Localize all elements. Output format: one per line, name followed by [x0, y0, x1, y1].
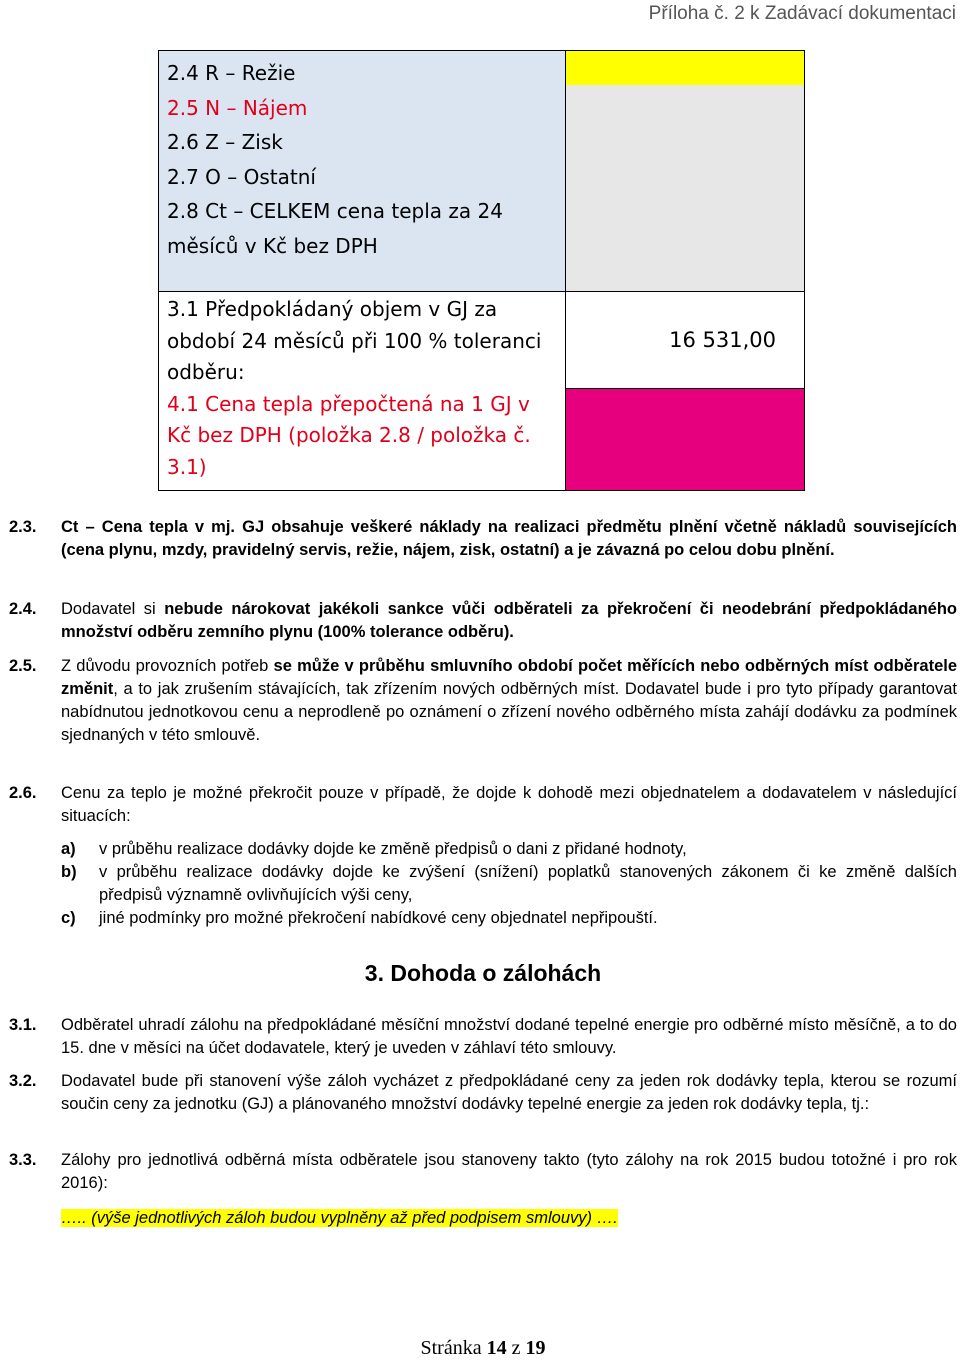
item-celkem-line2: měsíců v Kč bez DPH — [167, 233, 378, 258]
list-text: v průběhu realizace dodávky dojde ke zvýšení (snížení) poplatků stanovených zákonem či ke změně dalších předpisů významně ovlivňujících výši ceny, — [99, 863, 957, 904]
price-line3: 3.1) — [167, 454, 207, 479]
para-2-5-text-a: Z důvodu provozních potřeb — [61, 657, 274, 675]
section-title: 3. Dohoda o zálohách — [364, 960, 602, 986]
para-2-4-text-a: Dodavatel si — [61, 600, 165, 618]
list-item-b — [61, 861, 957, 907]
list-text: jiné podmínky pro možné překročení nabídkové ceny objednatel nepřipouští. — [99, 909, 658, 927]
para-3-3-note — [61, 1207, 957, 1230]
gray-field — [566, 85, 804, 291]
cost-values-cell — [566, 51, 805, 292]
list-item-a — [61, 838, 957, 861]
item-rezie: 2.4 R – Režie — [167, 61, 296, 85]
para-2-6-text: Cenu za teplo je možné překročit pouze v případě, že dojde k dohodě mezi objednatelem a dodavatelem v následující situacích: — [61, 784, 957, 825]
yellow-highlight — [566, 51, 804, 85]
list-label: b) — [61, 863, 77, 881]
cost-items-cell — [159, 51, 566, 292]
volume-line2: období 24 měsíců při 100 % toleranci — [167, 328, 542, 353]
footer-page: 14 — [486, 1337, 507, 1359]
pricing-table — [158, 50, 805, 491]
para-2-4 — [9, 598, 957, 644]
volume-value: 16 531,00 — [566, 292, 804, 388]
para-2-5-text-c: , a to jak zrušením stávajících, tak zřízením nových odběrných míst. Dodavatel bude i pro tyto případy garantovat nabídnutou jednotkovou cenu a neprodleně po oznámení o zřízení nového odběrného místa zahájí dodávku za podmínek sjednaných v této smlouvě. — [61, 680, 957, 744]
para-2-5-number: 2.5. — [9, 657, 37, 675]
volume-line1: 3.1 Předpokládaný objem v GJ za — [167, 297, 498, 321]
deposit-placeholder-note: ….. (výše jednotlivých záloh budou vyplněny až před podpisem smlouvy) …. — [61, 1209, 618, 1227]
para-2-3-number: 2.3. — [9, 518, 37, 536]
page-footer — [0, 1337, 960, 1360]
volume-value-cell — [566, 292, 805, 491]
volume-label-cell — [159, 292, 566, 491]
item-zisk: 2.6 Z – Zisk — [167, 130, 283, 154]
para-3-2-number: 3.2. — [9, 1072, 37, 1090]
list-label: a) — [61, 840, 76, 858]
para-3-1-text: Odběratel uhradí zálohu na předpokládané měsíční množství dodané tepelné energie pro odběrné místo měsíčně, a to do 15. dne v měsíci na účet dodavatele, který je uveden v záhlaví této smlouvy. — [61, 1016, 957, 1057]
para-2-3 — [9, 516, 957, 562]
item-najem: 2.5 N – Nájem — [167, 95, 308, 120]
price-per-gj-field — [566, 388, 804, 490]
footer-mid: z — [511, 1337, 521, 1359]
footer-prefix: Stránka — [420, 1337, 482, 1359]
para-3-3-text: Zálohy pro jednotlivá odběrná místa odběratele jsou stanoveny takto (tyto zálohy na rok 2015 budou totožné i pro rok 2016): — [61, 1151, 957, 1192]
para-3-3-number: 3.3. — [9, 1151, 37, 1169]
item-celkem-line1: 2.8 Ct – CELKEM cena tepla za 24 — [167, 199, 503, 223]
para-2-3-text: Ct – Cena tepla v mj. GJ obsahuje veškeré náklady na realizaci předmětu plnění včetně nákladů souvisejících (cena plynu, mzdy, pravidelný servis, režie, nájem, zisk, ostatní) a je závazná po celou dobu plnění. — [61, 518, 957, 559]
para-2-6-number: 2.6. — [9, 784, 37, 802]
para-3-1-number: 3.1. — [9, 1016, 37, 1034]
para-3-1 — [9, 1014, 957, 1060]
list-item-c — [61, 907, 957, 930]
price-line1: 4.1 Cena tepla přepočtená na 1 GJ v — [167, 391, 530, 416]
para-3-2 — [9, 1070, 957, 1116]
para-2-5-text-b: se může v průběhu smluvního období počet měřících nebo odběrných míst odběratele změnit — [61, 657, 958, 698]
para-2-6 — [9, 782, 957, 828]
footer-total: 19 — [525, 1337, 546, 1359]
item-ostatni: 2.7 O – Ostatní — [167, 164, 316, 189]
para-2-5 — [9, 655, 958, 747]
para-2-4-number: 2.4. — [9, 600, 37, 618]
list-text: v průběhu realizace dodávky dojde ke změně předpisů o dani z přidané hodnoty, — [99, 840, 687, 858]
price-line2: Kč bez DPH (položka 2.8 / položka č. — [167, 423, 531, 447]
para-3-3 — [9, 1149, 957, 1195]
list-label: c) — [61, 909, 76, 927]
para-3-2-text: Dodavatel bude při stanovení výše záloh vycházet z předpokládané ceny za jeden rok dodávky tepla, kterou se rozumí součin ceny za jednotku (GJ) a plánovaného množství dodávky tepelné energie za jeden rok dodávky tepla, tj.: — [61, 1072, 957, 1113]
header-note: Příloha č. 2 k Zadávací dokumentaci — [648, 3, 956, 24]
volume-line3: odběru: — [167, 360, 245, 384]
para-2-4-text-b: nebude nárokovat jakékoli sankce vůči odběrateli za překročení či neodebrání předpokládaného množství odběru zemního plynu (100% tolerance odběru). — [61, 600, 957, 641]
